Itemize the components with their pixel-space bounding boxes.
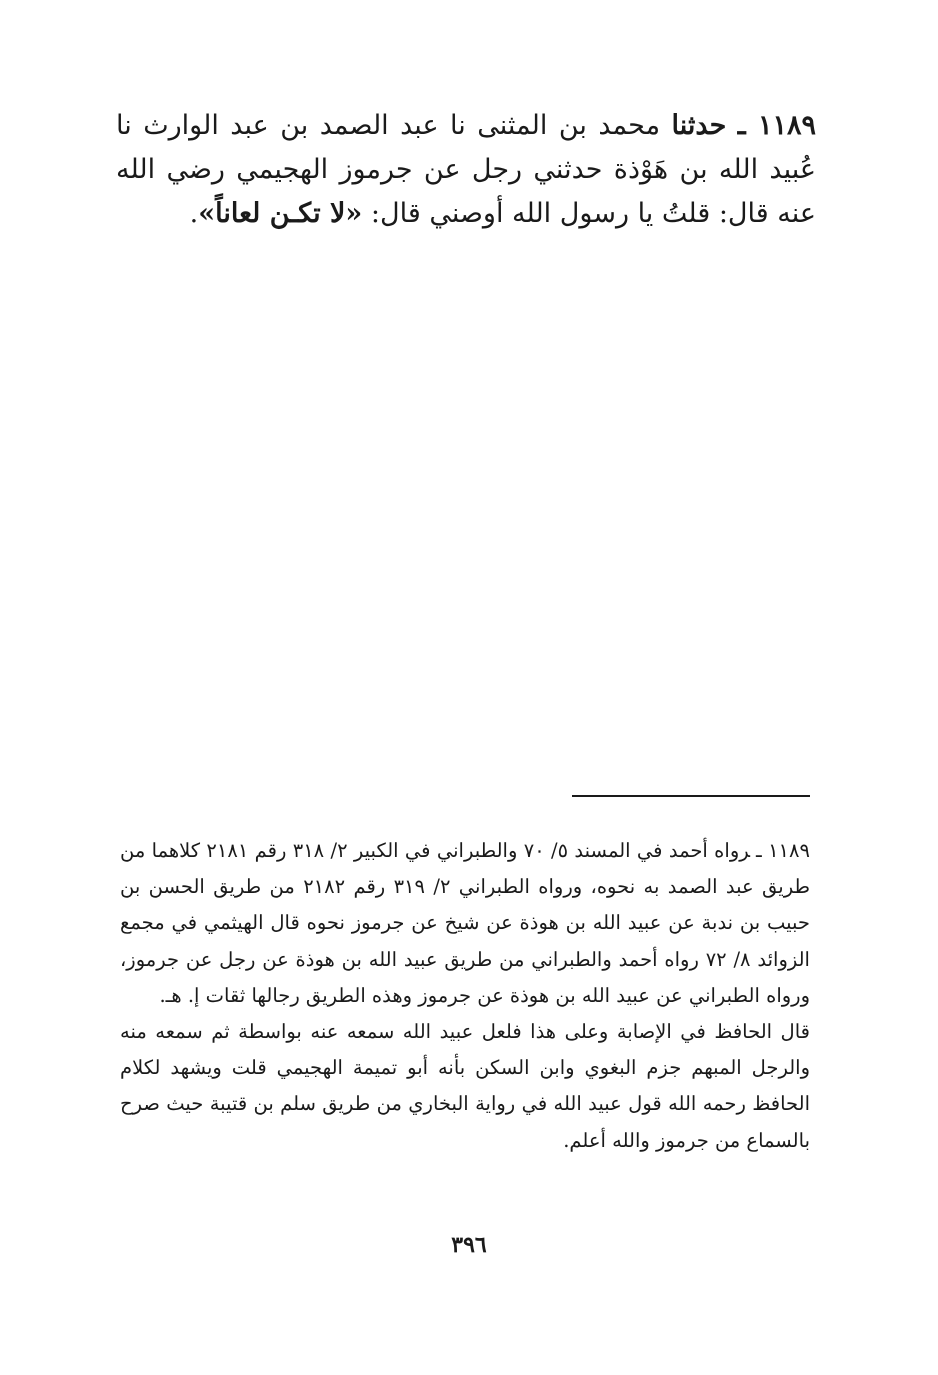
hadith-body: محمد بن المثنى نا عبد الصمد بن عبد الوارث نا عُبيد الله بن هَوْذة حدثني رجل عن جرموز الهجيمي رضي الله عنه قال: قلتُ يا رسول الله أوصني قال: xyxy=(116,110,816,229)
footnote-paragraph xyxy=(120,1014,810,1159)
footnote-paragraph xyxy=(120,833,810,1014)
footnote-text-2: قال الحافظ في الإصابة وعلى هذا فلعل عبيد الله سمعه عنه بواسطة ثم سمعه منه والرجل المبهم جزم البغوي وابن السكن بأنه أبو تميمة الهجيمي قلت ويشهد لكلام الحافظ رحمه الله قول عبيد الله في رواية البخاري من طريق سلم بن قتيبة حيث صرح بالسماع من جرموز والله أعلم. xyxy=(120,1020,810,1152)
footnote-number: ١١٨٩ ـ xyxy=(756,839,810,862)
footnote xyxy=(120,833,810,1159)
footnote-text-1: رواه أحمد في المسند ٥/ ٧٠ والطبراني في الكبير ٢/ ٣١٨ رقم ٢١٨١ كلاهما من طريق عبد الصمد به نحوه، ورواه الطبراني ٢/ ٣١٩ رقم ٢١٨٢ من طريق الحسن بن حبيب بن ندبة عن عبيد الله بن هوذة عن شيخ عن جرموز نحوه قال الهيثمي في مجمع الزوائد ٨/ ٧٢ رواه أحمد والطبراني من طريق عبيد الله بن هوذة عن رجل عن جرموز، ورواه الطبراني عن عبيد الله بن هوذة عن جرموز وهذه الطريق رجالها ثقات إ. هـ. xyxy=(120,839,810,1007)
footnote-divider xyxy=(572,795,810,797)
hadith-text xyxy=(116,104,816,236)
hadith-end-mark: . xyxy=(189,198,199,229)
hadith-lead-word: حدثنا xyxy=(671,110,727,141)
prophetic-saying: «لا تكـن لعاناً» xyxy=(198,198,363,229)
page-number: ٣٩٦ xyxy=(451,1232,487,1258)
hadith-number: ١١٨٩ ـ xyxy=(737,110,816,141)
